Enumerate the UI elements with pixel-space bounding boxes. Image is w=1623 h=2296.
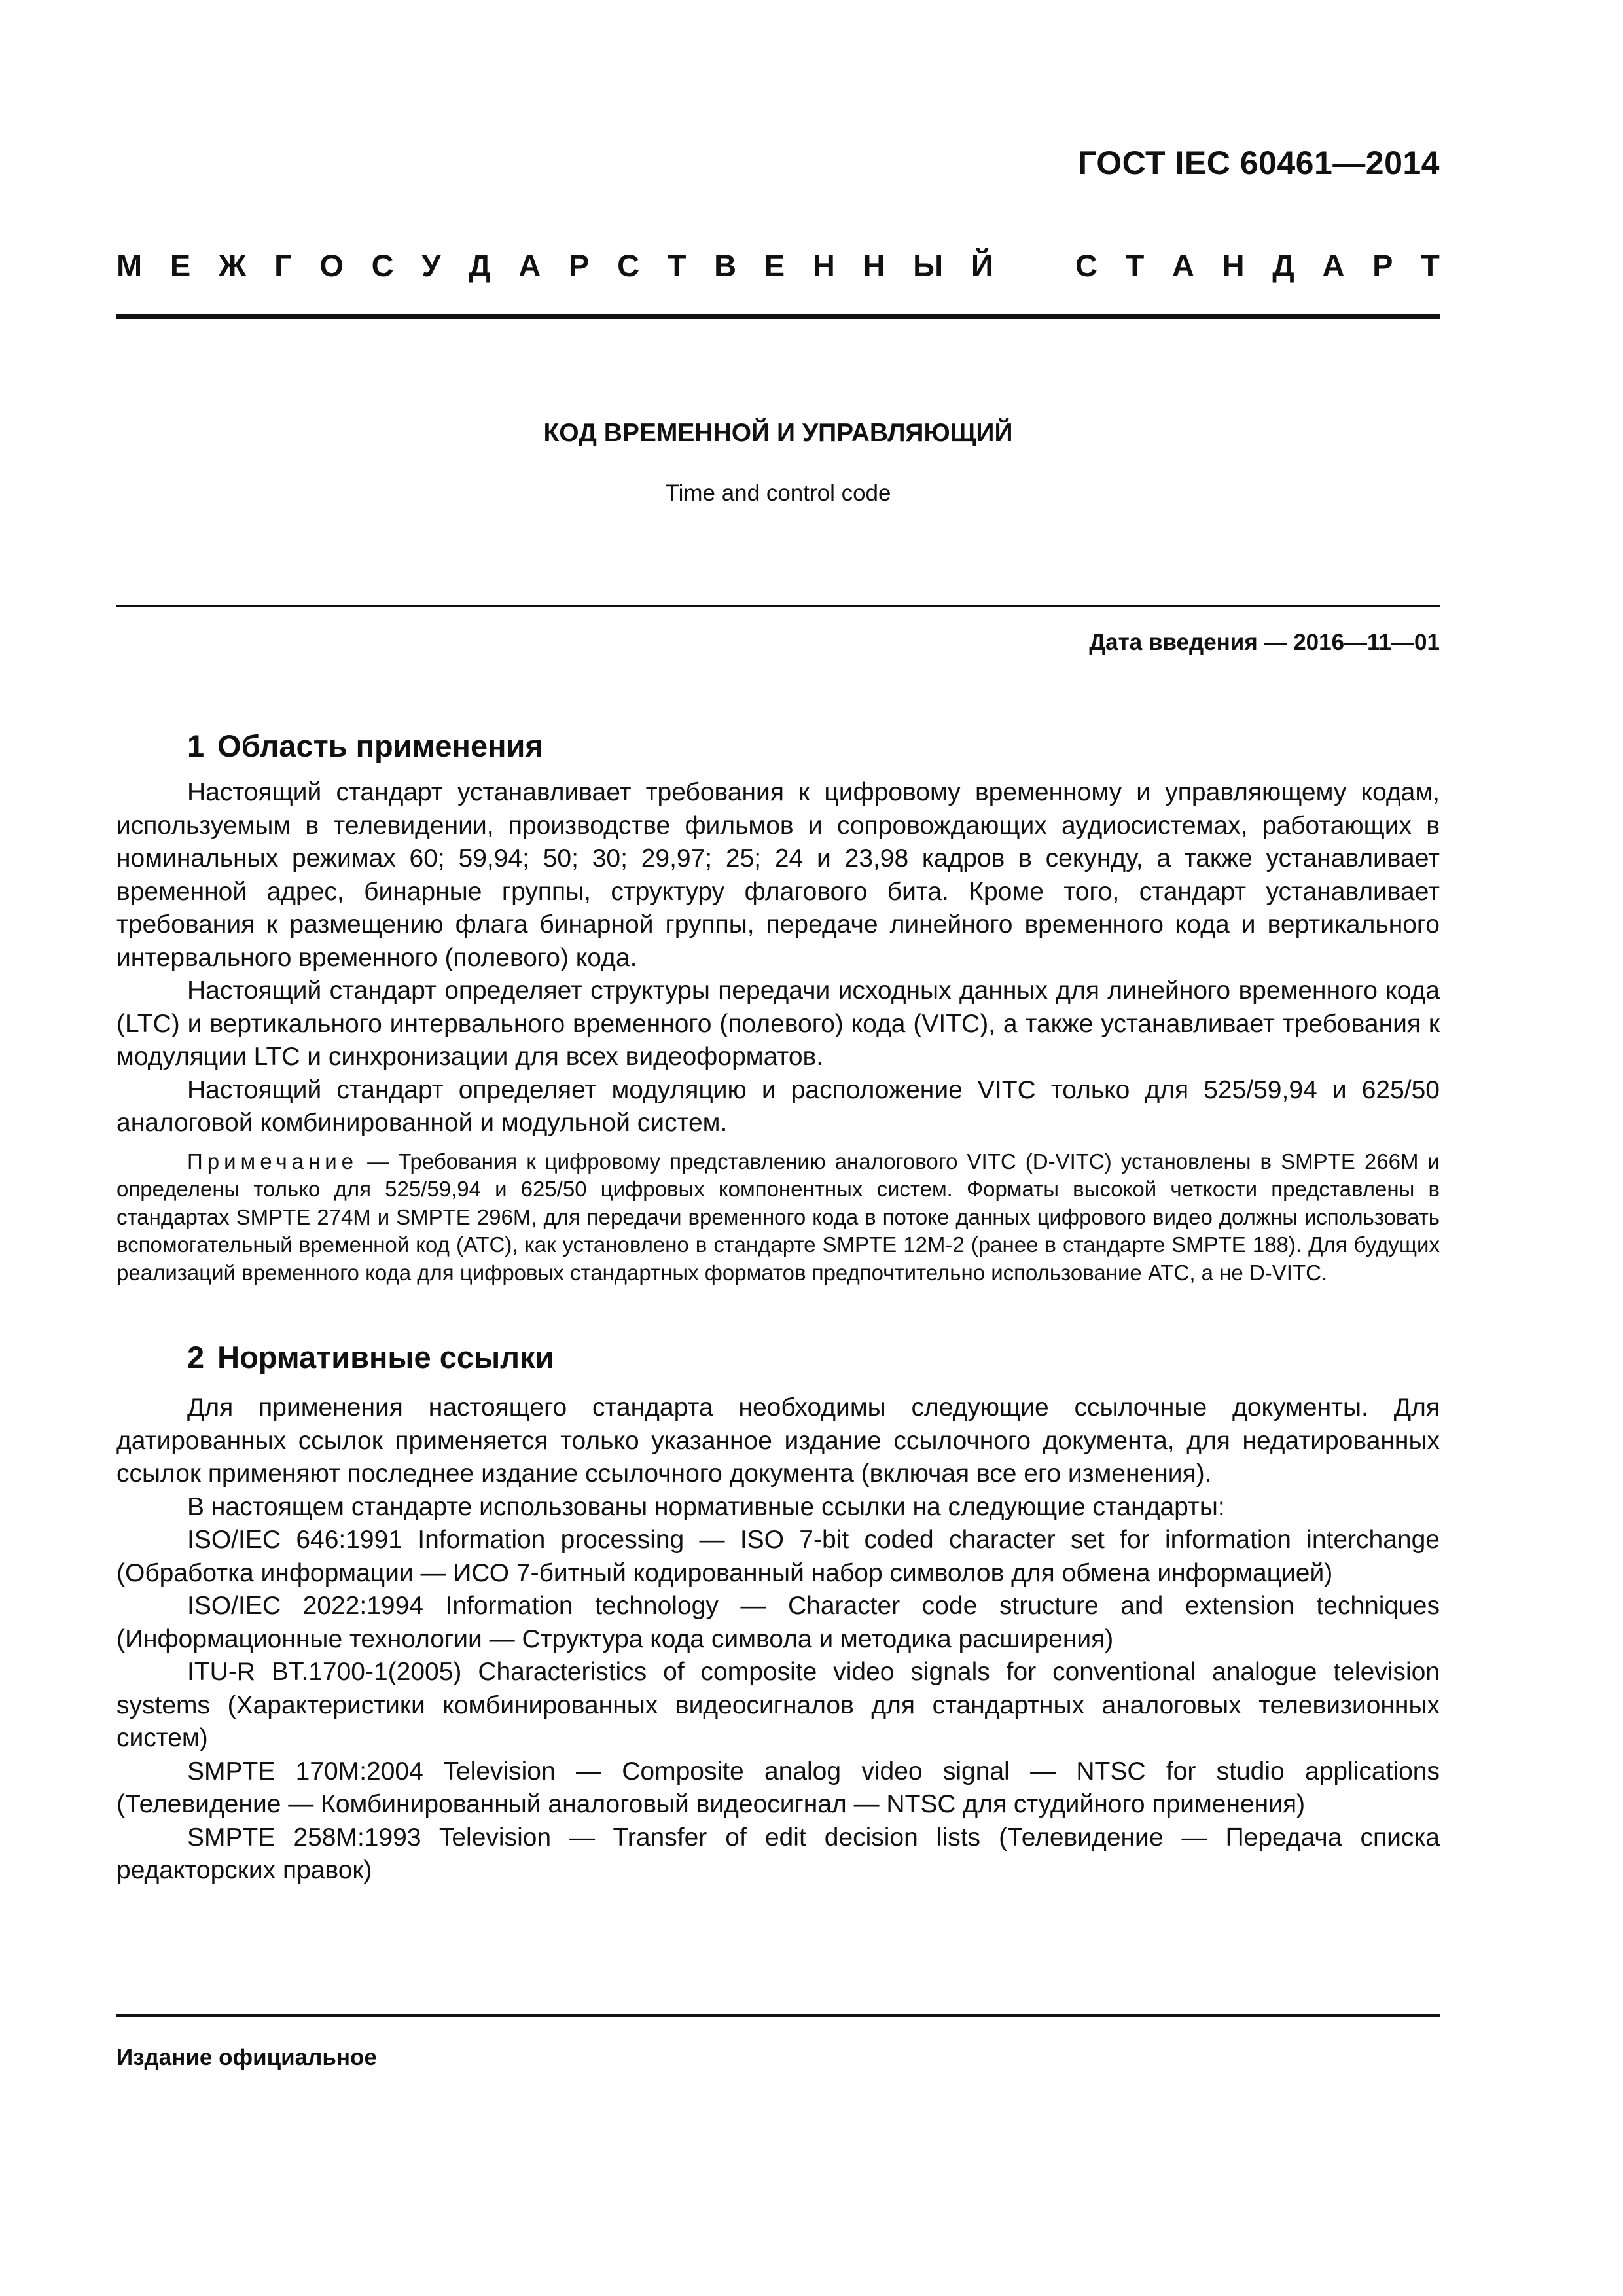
- reference-entry: ITU-R BT.1700-1(2005) Characteristics of composite video signals for conventional analogue television systems (Характеристики комбинированных видеосигналов для стандартных аналоговых телевизионных систем): [116, 1658, 1440, 1752]
- banner-letter: Г: [274, 248, 292, 283]
- banner-letter: О: [319, 248, 344, 283]
- banner-letter: Т: [667, 248, 687, 283]
- banner-letter: С: [617, 248, 640, 283]
- banner-letter: Е: [169, 248, 191, 283]
- reference-entry: ISO/IEC 646:1991 Information processing — ISO 7-bit coded character set for information interchange (Обработка информации — ИСО 7-битный кодированный набор символов для обмена информацией): [116, 1526, 1440, 1587]
- reference-entry: SMPTE 170M:2004 Television — Composite analog video signal — NTSC for studio applications (Телевидение — Комбинированный аналоговый видеосигнал — NTSC для студийного применения): [116, 1757, 1440, 1818]
- banner-letter: Т: [1125, 248, 1145, 283]
- title-divider: [116, 605, 1440, 607]
- banner-letter: Н: [1222, 248, 1245, 283]
- reference-entry: ISO/IEC 2022:1994 Information technology — Character code structure and extension techniques (Информационные технологии — Структура кода символа и методика расширения): [116, 1592, 1440, 1653]
- section-number: 1: [187, 728, 205, 763]
- banner-letter: Д: [469, 248, 491, 283]
- banner-letter: Н: [812, 248, 835, 283]
- banner-letter: Е: [764, 248, 785, 283]
- banner-letter: Р: [1372, 248, 1393, 283]
- banner-letter: А: [518, 248, 541, 283]
- paragraph: В настоящем стандарте использованы нормативные ссылки на следующие стандарты:: [187, 1492, 1225, 1521]
- banner-letter: Д: [1272, 248, 1294, 283]
- banner-letter: Н: [863, 248, 885, 283]
- banner-letter: С: [371, 248, 394, 283]
- document-page: [116, 0, 1440, 2296]
- banner-letter: Ж: [218, 248, 247, 283]
- paragraph: Настоящий стандарт устанавливает требования к цифровому временному и управляющему кодам, используемым в телевидении, производстве фильмов и сопровождающих аудиосистемах, работающих в номинальных режимах 60; 59,94; 50; 30; 29,97; 25; 24 и 23,98 кадров в секунду, а также устанавливает временной адрес, бинарные группы, структуру флагового бита. Кроме того, стандарт устанавливает требования к размещению флага бинарной группы, передаче линейного временного кода и вертикального интервального временного (полевого) кода.: [116, 778, 1440, 972]
- section-heading: [116, 1331, 1440, 1384]
- introduction-date: Дата введения — 2016—11—01: [1089, 630, 1440, 655]
- note-text: — Требования к цифровому представлению аналогового VITC (D-VITC) установлены в SMPTE 266M и определены только для 525/59,94 и 625/50 цифровых компонентных систем. Форматы высокой четкости представлены в стандартах SMPTE 274M и SMPTE 296M, для передачи временного кода в потоке данных цифрового видео должны использовать вспомогательный временной код (АТС), как установлено в стандарте SMPTE 12M-2 (ранее в стандарте SMPTE 188). Для будущих реализаций временного кода для цифровых стандартных форматов предпочтительно использование АТС, а не D-VITC.: [116, 1149, 1440, 1285]
- note-label: Примечание: [187, 1149, 359, 1174]
- banner-letter: Й: [971, 248, 993, 283]
- banner-letter: А: [1172, 248, 1194, 283]
- header-divider: [116, 314, 1440, 319]
- paragraph: Настоящий стандарт определяет структуры передачи исходных данных для линейного временного кода (LTC) и вертикального интервального временного (полевого) кода (VITC), а также устанавливает требования к модуляции LTC и синхронизации для всех видеоформатов.: [116, 977, 1440, 1071]
- banner-letter: Т: [1421, 248, 1440, 283]
- banner-letter: С: [1075, 248, 1097, 283]
- banner-letter: В: [714, 248, 737, 283]
- official-edition-label: Издание официальное: [116, 2045, 377, 2070]
- reference-entry: SMPTE 258M:1993 Television — Transfer of edit decision lists (Телевидение — Передача списка редакторских правок): [116, 1823, 1440, 1884]
- section-number: 2: [187, 1340, 205, 1374]
- banner-letter: У: [421, 248, 441, 283]
- section-heading: [116, 720, 1440, 772]
- banner-letter: Р: [569, 248, 590, 283]
- section-title: Нормативные ссылки: [217, 1340, 554, 1374]
- banner-letter: М: [116, 248, 143, 283]
- document-subtitle-english: Time and control code: [665, 480, 891, 506]
- document-code: ГОСТ IEC 60461—2014: [1078, 145, 1440, 181]
- standard-banner: [116, 250, 1440, 281]
- footer-divider: [116, 2014, 1440, 2017]
- banner-word-gap: [1021, 250, 1047, 281]
- document-body: [116, 720, 1440, 1888]
- paragraph: Для применения настоящего стандарта необходимы следующие ссылочные документы. Для датированных ссылок применяется только указанное издание ссылочного документа, для недатированных ссылок применяют последнее издание ссылочного документа (включая все его изменения).: [116, 1393, 1440, 1488]
- section-title: Область применения: [217, 728, 543, 763]
- note: [116, 1148, 1440, 1287]
- document-title: КОД ВРЕМЕННОЙ И УПРАВЛЯЮЩИЙ: [543, 419, 1013, 447]
- banner-letter: А: [1322, 248, 1345, 283]
- paragraph: Настоящий стандарт определяет модуляцию и расположение VITC только для 525/59,94 и 625/50 аналоговой комбинированной и модульной систем.: [116, 1075, 1440, 1137]
- banner-letter: Ы: [913, 248, 944, 283]
